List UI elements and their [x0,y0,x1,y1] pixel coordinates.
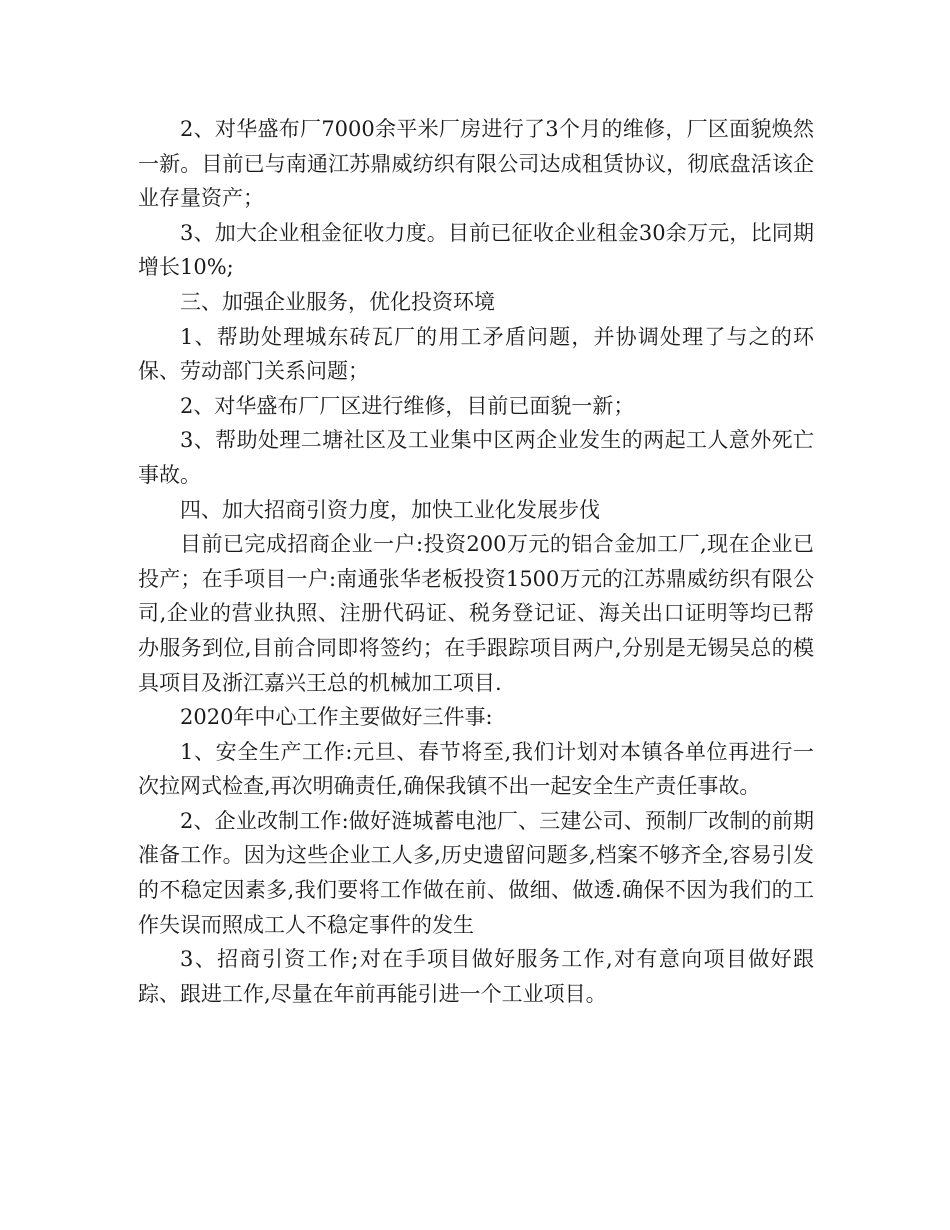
section-heading-enterprise-service: 三、加强企业服务，优化投资环境 [180,289,495,314]
paragraph-brickworks-dispute: 1、帮助处理城东砖瓦厂的用工矛盾问题，并协调处理了与之的环保、劳动部门关系问题； [138,324,814,384]
section-heading-investment-promotion: 四、加大招商引资力度，加快工业化发展步伐 [180,497,600,522]
paragraph-enterprise-restructuring: 2、企业改制工作:做好涟城蓄电池厂、三建公司、预制厂改制的前期准备工作。因为这些企业工人多,历史遗留问题多,档案不够齐全,容易引发的不稳定因素多,我们要将工作做在前、做细、做透.确保不因为我们的工作失误而照成工人不稳定事件的发生 [138,808,814,937]
paragraph-safety-production: 1、安全生产工作:元旦、春节将至,我们计划对本镇各单位再进行一次拉网式检查,再次明确责任,确保我镇不出一起安全生产责任事故。 [138,739,814,799]
paragraph-investment-work: 3、招商引资工作;对在手项目做好服务工作,对有意向项目做好跟踪、跟进工作,尽量在年前再能引进一个工业项目。 [138,947,814,1006]
document-body [138,112,814,1011]
paragraph-accident-handling: 3、帮助处理二塘社区及工业集中区两企业发生的两起工人意外死亡事故。 [138,428,814,487]
paragraph-plant-maintenance: 2、对华盛布厂厂区进行维修，目前已面貌一新； [180,393,635,418]
paragraph-rent-collection: 3、加大企业租金征收力度。目前已征收企业租金30余万元，比同期增长10%; [138,220,814,280]
paragraph-repair-huasheng-plant: 2、对华盛布厂7000余平米厂房进行了3个月的维修，厂区面貌焕然一新。目前已与南通江苏鼎威纺织有限公司达成租赁协议，彻底盘活该企业存量资产； [138,117,814,211]
paragraph-investment-projects: 目前已完成招商企业一户:投资200万元的铝合金加工厂,现在企业已投产；在手项目一户:南通张华老板投资1500万元的江苏鼎威纺织有限公司,企业的营业执照、注册代码证、税务登记证、海关出口证明等均已帮办服务到位,目前合同即将签约；在手跟踪项目两户,分别是无锡吴总的模具项目及浙江嘉兴王总的机械加工项目. [138,532,814,695]
paragraph-2020-work-intro: 2020年中心工作主要做好三件事: [180,705,493,730]
